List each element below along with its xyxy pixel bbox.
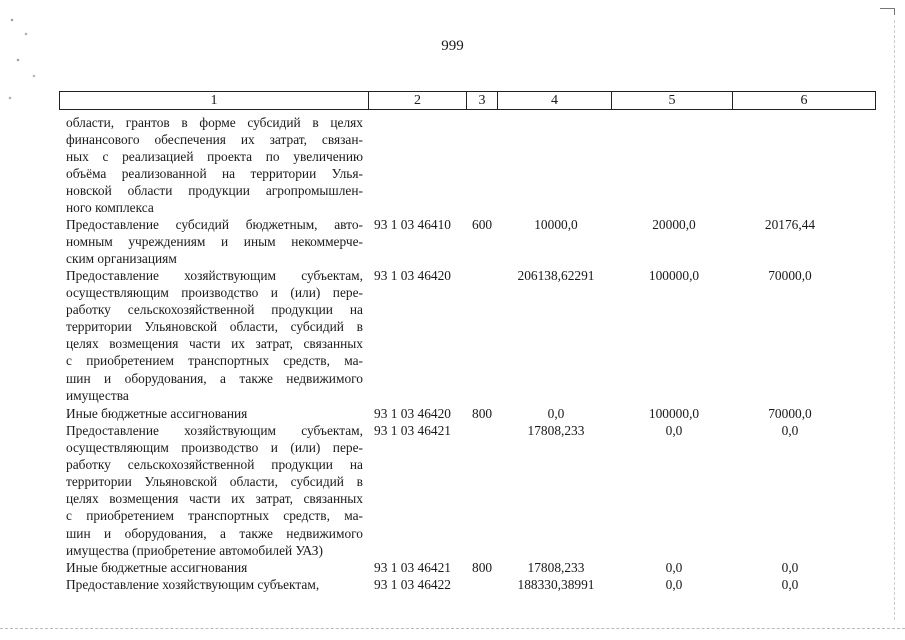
description-line: шин и оборудования, а также недвижимого xyxy=(66,525,363,541)
row-col-6: 70000,0 xyxy=(768,268,812,283)
description-line: целях возмещения части их затрат, связанных xyxy=(66,491,363,507)
row-col-5: 100000,0 xyxy=(648,406,700,421)
description-line: Предоставление субсидий бюджетным, авто- xyxy=(66,217,363,232)
description-line: Предоставление хозяйствующим субъектам, xyxy=(66,423,363,438)
scan-edge-line xyxy=(894,20,896,620)
header-col-2: 2 xyxy=(368,91,467,110)
row-col-6: 0,0 xyxy=(781,577,799,592)
description-line: имущества (приобретение автомобилей УАЗ) xyxy=(66,542,323,558)
row-col-4: 10000,0 xyxy=(534,217,578,232)
description-line: ским организациям xyxy=(66,251,177,267)
description-line: новской области продукции агропромышлен- xyxy=(66,183,363,199)
row-col-6: 70000,0 xyxy=(768,406,812,421)
scan-noise xyxy=(0,0,48,130)
row-col-5: 100000,0 xyxy=(648,268,700,283)
description-line: Предоставление хозяйствующим субъектам, xyxy=(66,577,320,592)
row-col-4: 206138,62291 xyxy=(517,268,595,283)
header-col-1: 1 xyxy=(59,91,369,110)
row-description xyxy=(66,576,363,593)
description-line: территории Ульяновской области, субсидий в xyxy=(66,474,363,490)
row-description xyxy=(66,405,363,422)
description-line: с приобретением транспортных средств, ма- xyxy=(66,353,363,369)
row-description xyxy=(66,216,363,267)
description-line: объёма реализованной на территории Улья- xyxy=(66,166,363,182)
description-line: осуществляющим производство и (или) пере- xyxy=(66,285,363,301)
row-code: 93 1 03 46420 xyxy=(374,406,451,421)
description-line: с приобретением транспортных средств, ма- xyxy=(66,508,363,524)
description-line: финансового обеспечения их затрат, связан- xyxy=(66,132,363,148)
scan-bottom-edge xyxy=(0,628,905,630)
row-col-4: 17808,233 xyxy=(527,423,585,438)
description-line: Иные бюджетные ассигнования xyxy=(66,560,248,575)
description-line: Предоставление хозяйствующим субъектам, xyxy=(66,268,363,283)
row-col-5: 20000,0 xyxy=(652,217,696,232)
description-line: имущества xyxy=(66,387,129,403)
row-col-5: 0,0 xyxy=(665,577,683,592)
row-code: 93 1 03 46420 xyxy=(374,268,451,283)
description-line: Иные бюджетные ассигнования xyxy=(66,406,248,421)
header-col-3: 3 xyxy=(466,91,498,110)
row-col-5: 0,0 xyxy=(665,423,683,438)
header-col-5: 5 xyxy=(611,91,733,110)
page-number: 999 xyxy=(441,38,464,54)
row-col-6: 0,0 xyxy=(781,423,799,438)
row-col-4: 0,0 xyxy=(547,406,565,421)
description-line: номным учреждениям и иным некоммерче- xyxy=(66,234,363,250)
description-line: целях возмещения части их затрат, связанных xyxy=(66,336,363,352)
row-expense-type: 800 xyxy=(472,560,493,575)
row-description xyxy=(66,267,363,404)
description-line: работку сельскохозяйственной продукции на xyxy=(66,457,363,473)
row-code: 93 1 03 46421 xyxy=(374,423,451,438)
row-description xyxy=(66,114,363,217)
row-col-6: 0,0 xyxy=(781,560,799,575)
corner-mark xyxy=(880,8,895,15)
description-line: территории Ульяновской области, субсидий в xyxy=(66,319,363,335)
row-description xyxy=(66,559,363,576)
description-line: шин и оборудования, а также недвижимого xyxy=(66,370,363,386)
header-col-6: 6 xyxy=(732,91,876,110)
row-col-4: 188330,38991 xyxy=(517,577,595,592)
row-expense-type: 600 xyxy=(472,217,493,232)
description-line: ных с реализацией проекта по увеличению xyxy=(66,149,363,165)
row-code: 93 1 03 46422 xyxy=(374,577,451,592)
header-col-4: 4 xyxy=(497,91,612,110)
row-code: 93 1 03 46421 xyxy=(374,560,451,575)
row-description xyxy=(66,422,363,559)
row-code: 93 1 03 46410 xyxy=(374,217,451,232)
row-col-6: 20176,44 xyxy=(764,217,816,232)
row-col-4: 17808,233 xyxy=(527,560,585,575)
description-line: ного комплекса xyxy=(66,200,154,216)
description-line: осуществляющим производство и (или) пере- xyxy=(66,440,363,456)
row-expense-type: 800 xyxy=(472,406,493,421)
description-line: работку сельскохозяйственной продукции на xyxy=(66,302,363,318)
description-line: области, грантов в форме субсидий в целях xyxy=(66,115,363,130)
row-col-5: 0,0 xyxy=(665,560,683,575)
